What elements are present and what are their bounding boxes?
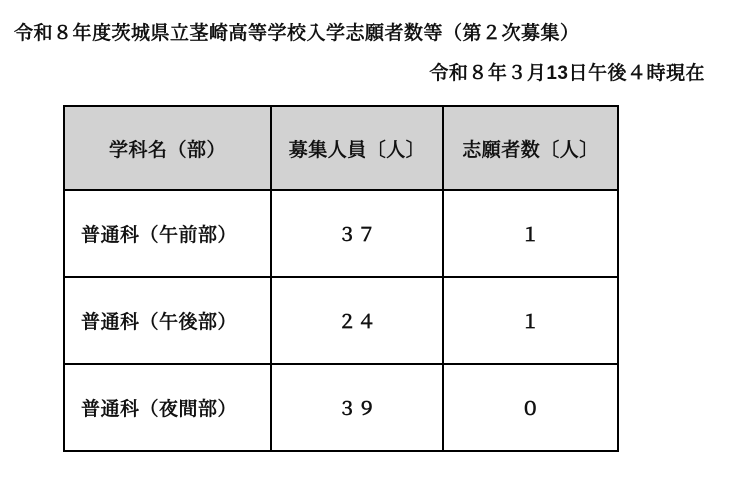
header-row	[64, 106, 618, 190]
applicants-cell: １	[443, 190, 618, 277]
header-cell-department: 学科名（部）	[64, 106, 271, 190]
capacity-cell: ３７	[271, 190, 443, 277]
table-body	[64, 190, 618, 451]
applicants-table	[63, 105, 619, 452]
page-title: 令和８年度茨城県立茎崎高等学校入学志願者数等（第２次募集）	[14, 23, 580, 44]
header-cell-applicants: 志願者数〔人〕	[443, 106, 618, 190]
table-row	[64, 277, 618, 364]
header-cell-capacity: 募集人員〔人〕	[271, 106, 443, 190]
applicants-cell: １	[443, 277, 618, 364]
as-of-datetime: 令和８年３月13日午後４時現在	[429, 63, 705, 84]
capacity-cell: ３９	[271, 364, 443, 451]
table-row	[64, 364, 618, 451]
capacity-cell: ２４	[271, 277, 443, 364]
table-header	[64, 106, 618, 190]
applicants-cell: ０	[443, 364, 618, 451]
department-cell: 普通科（午前部）	[64, 190, 271, 277]
table-row	[64, 190, 618, 277]
department-cell: 普通科（午後部）	[64, 277, 271, 364]
department-cell: 普通科（夜間部）	[64, 364, 271, 451]
